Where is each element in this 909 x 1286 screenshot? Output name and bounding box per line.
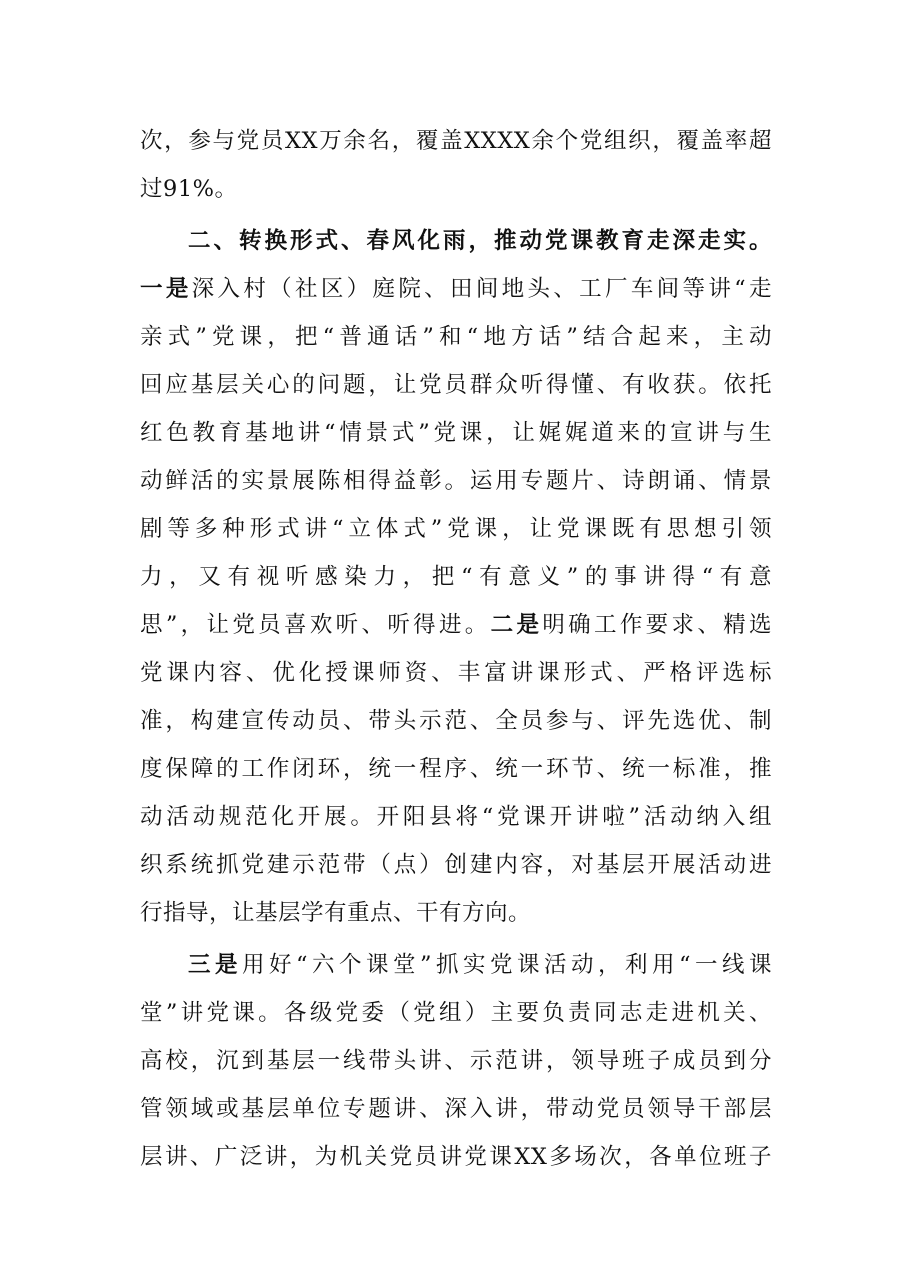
text-line: 回应基层关心的问题，让党员群众听得懂、有收获。依托 [140, 372, 772, 398]
text-line: 过91%。 [140, 176, 238, 202]
text-line: 高校，沉到基层一线带头讲、示范讲，领导班子成员到分 [140, 1048, 772, 1074]
text-line: 一是深入村（社区）庭院、田间地头、工厂车间等讲“走 [140, 276, 772, 302]
point-marker: 一是 [140, 276, 192, 302]
text-line: 动鲜活的实景展陈相得益彰。运用专题片、诗朗诵、情景 [140, 468, 772, 494]
text-line: 行指导，让基层学有重点、干有方向。 [140, 900, 532, 926]
text-line: 管领域或基层单位专题讲、深入讲，带动党员领导干部层 [140, 1096, 772, 1122]
text-line: 思”，让党员喜欢听、听得进。二是明确工作要求、精选 [140, 612, 772, 638]
text-line: 党课内容、优化授课师资、丰富讲课形式、严格评选标 [140, 660, 772, 686]
text-line: 织系统抓党建示范带（点）创建内容，对基层开展活动进 [140, 852, 772, 878]
text-line: 剧等多种形式讲“立体式”党课，让党课既有思想引领 [140, 516, 772, 542]
text-line: 准，构建宣传动员、带头示范、全员参与、评先选优、制 [140, 708, 772, 734]
text-line: 度保障的工作闭环，统一程序、统一环节、统一标准，推 [140, 756, 772, 782]
point-marker: 三是 [188, 952, 242, 978]
section-heading: 二、转换形式、春风化雨，推动党课教育走深走实。 [188, 228, 772, 254]
text-line: 堂”讲党课。各级党委（党组）主要负责同志走进机关、 [140, 1000, 772, 1026]
text-line: 亲式”党课，把“普通话”和“地方话”结合起来，主动 [140, 324, 772, 350]
text-line: 次，参与党员XX万余名，覆盖XXXX余个党组织，覆盖率超 [140, 128, 772, 154]
text-line: 力，又有视听感染力，把“有意义”的事讲得“有意 [140, 564, 772, 590]
point-marker: 二是 [490, 612, 543, 638]
text-line: 动活动规范化开展。开阳县将“党课开讲啦”活动纳入组 [140, 804, 772, 830]
text-line: 层讲、广泛讲，为机关党员讲党课XX多场次，各单位班子 [140, 1144, 772, 1170]
text-line: 三是用好“六个课堂”抓实党课活动，利用“一线课 [188, 952, 772, 978]
text-line: 红色教育基地讲“情景式”党课，让娓娓道来的宣讲与生 [140, 420, 772, 446]
